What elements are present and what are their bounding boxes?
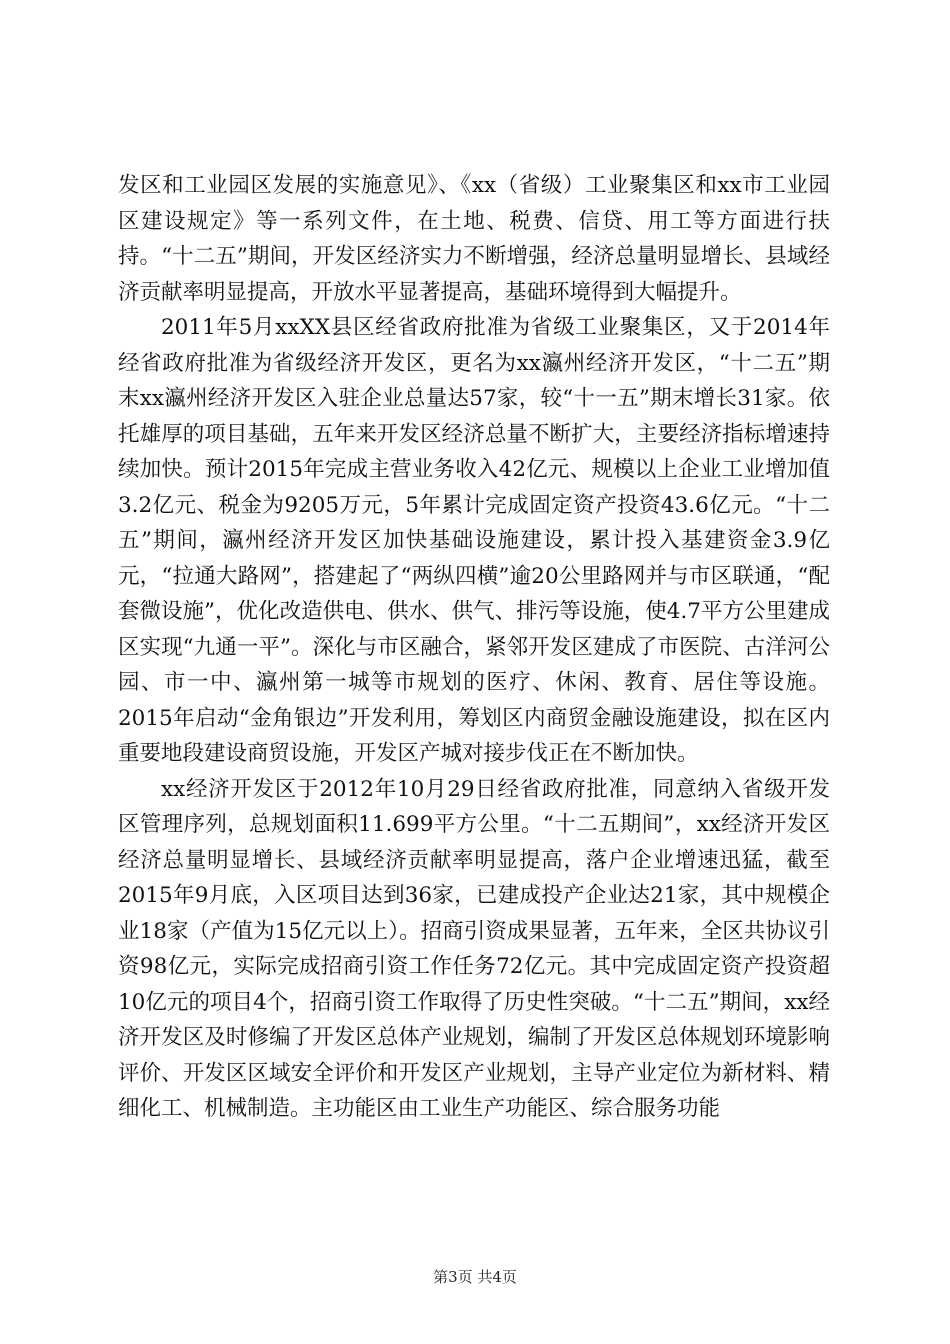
paragraph-3: xx经济开发区于2012年10月29日经省政府批准，同意纳入省级开发区管理序列，总规划面积11.699平方公里。“十二五期间”，xx经济开发区经济总量明显增长、县域经济贡献率明显提高，落户企业增速迅猛，截至2015年9月底，入区项目达到36家，已建成投产企业达21家，其中规模企业18家（产值为15亿元以上）。招商引资成果显著，五年来，全区共协议引资98亿元，实际完成招商引资工作任务72亿元。其中完成固定资产投资超10亿元的项目4个，招商引资工作取得了历史性突破。“十二五”期间，xx经济开发区及时修编了开发区总体产业规划，编制了开发区总体规划环境影响评价、开发区区域安全评价和开发区产业规划，主导产业定位为新材料、精细化工、机械制造。主功能区由工业生产功能区、综合服务功能	[118, 776, 830, 1121]
document-body	[118, 168, 830, 1127]
paragraph-1: 发区和工业园区发展的实施意见》、《xx（省级）工业聚集区和xx市工业园区建设规定》等一系列文件，在土地、税费、信贷、用工等方面进行扶持。“十二五”期间，开发区经济实力不断增强，经济总量明显增长、县域经济贡献率明显提高，开放水平显著提高，基础环境得到大幅提升。	[118, 173, 830, 305]
page-number-label: 第3页 共4页	[433, 1268, 517, 1286]
paragraph-2: 2011年5月xxXX县区经省政府批准为省级工业聚集区，又于2014年经省政府批准为省级经济开发区，更名为xx瀛州经济开发区，“十二五”期末xx瀛州经济开发区入驻企业总量达57家，较“十一五”期末增长31家。依托雄厚的项目基础，五年来开发区经济总量不断扩大，主要经济指标增速持续加快。预计2015年完成主营业务收入42亿元、规模以上企业工业增加值3.2亿元、税金为9205万元，5年累计完成固定资产投资43.6亿元。“十二五”期间，瀛州经济开发区加快基础设施建设，累计投入基建资金3.9亿元，“拉通大路网”，搭建起了“两纵四横”逾20公里路网并与市区联通，“配套微设施”，优化改造供电、供水、供气、排污等设施，使4.7平方公里建成区实现“九通一平”。深化与市区融合，紧邻开发区建成了市医院、古洋河公园、市一中、瀛州第一城等市规划的医疗、休闲、教育、居住等设施。2015年启动“金角银边”开发利用，筹划区内商贸金融设施建设，拟在区内重要地段建设商贸设施，开发区产城对接步伐正在不断加快。	[118, 315, 830, 766]
page-footer	[0, 1267, 950, 1287]
